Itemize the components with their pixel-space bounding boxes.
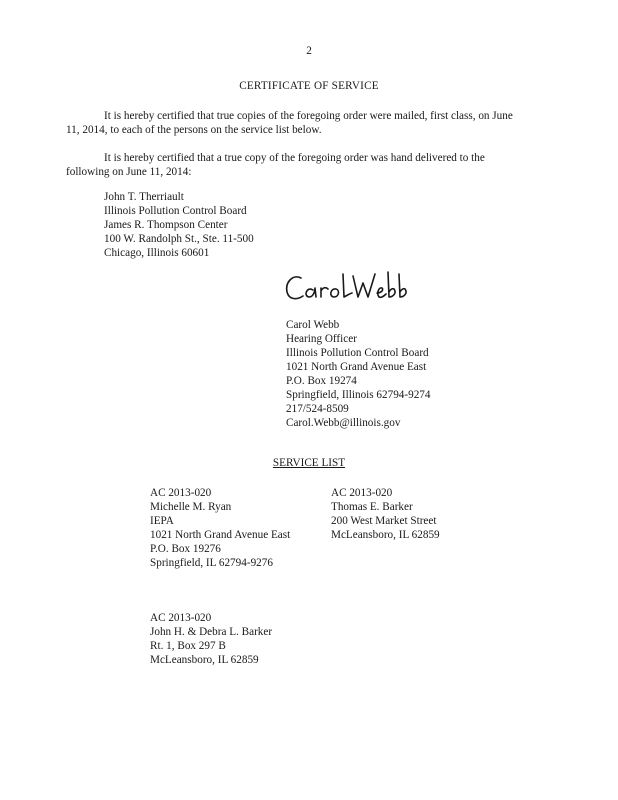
certificate-title: CERTIFICATE OF SERVICE <box>239 80 379 92</box>
mail-certification-paragraph: It is hereby certified that true copies of the foregoing order were mailed, first class, on June 11, 2014, to each of the persons on the service list below. <box>66 110 513 136</box>
address-line: Springfield, IL 62794-9276 <box>150 557 273 569</box>
service-list-entry <box>331 486 440 542</box>
signatory-title: Hearing Officer <box>286 333 357 345</box>
address-line: IEPA <box>150 515 174 527</box>
address-line: John T. Therriault <box>104 191 184 203</box>
service-list-entry <box>150 611 272 667</box>
address-line: John H. & Debra L. Barker <box>150 626 273 638</box>
address-line: Rt. 1, Box 297 B <box>150 640 226 652</box>
address-line: Chicago, Illinois 60601 <box>104 247 210 259</box>
address-line: McLeansboro, IL 62859 <box>150 654 259 666</box>
service-list-heading: SERVICE LIST <box>272 457 346 469</box>
signatory-po-box: P.O. Box 19274 <box>286 375 357 387</box>
signatory-street: 1021 North Grand Avenue East <box>286 361 427 373</box>
signatory-name: Carol Webb <box>286 319 340 331</box>
page-number: 2 <box>306 45 312 57</box>
service-list-entry <box>150 486 290 570</box>
signatory-city: Springfield, Illinois 62794-9274 <box>286 389 431 401</box>
address-line: Thomas E. Barker <box>331 501 413 513</box>
signatory-phone: 217/524-8509 <box>286 403 349 415</box>
address-line: 200 West Market Street <box>331 515 437 527</box>
hand-delivery-certification-paragraph: It is hereby certified that a true copy of the foregoing order was hand delivered to the following on June 11, 2014: <box>66 152 485 178</box>
address-line: Michelle M. Ryan <box>150 501 232 513</box>
signatory-block <box>286 318 431 430</box>
signatory-email: Carol.Webb@illinois.gov <box>286 417 401 429</box>
signatory-organization: Illinois Pollution Control Board <box>286 347 429 359</box>
handwritten-signature <box>283 266 413 310</box>
address-line: 1021 North Grand Avenue East <box>150 529 291 541</box>
address-line: James R. Thompson Center <box>104 219 228 231</box>
case-number: AC 2013-020 <box>150 612 212 624</box>
case-number: AC 2013-020 <box>150 487 212 499</box>
case-number: AC 2013-020 <box>331 487 393 499</box>
hand-delivery-recipient-address <box>104 190 254 260</box>
address-line: McLeansboro, IL 62859 <box>331 529 440 541</box>
address-line: P.O. Box 19276 <box>150 543 221 555</box>
address-line: 100 W. Randolph St., Ste. 11-500 <box>104 233 254 245</box>
address-line: Illinois Pollution Control Board <box>104 205 247 217</box>
